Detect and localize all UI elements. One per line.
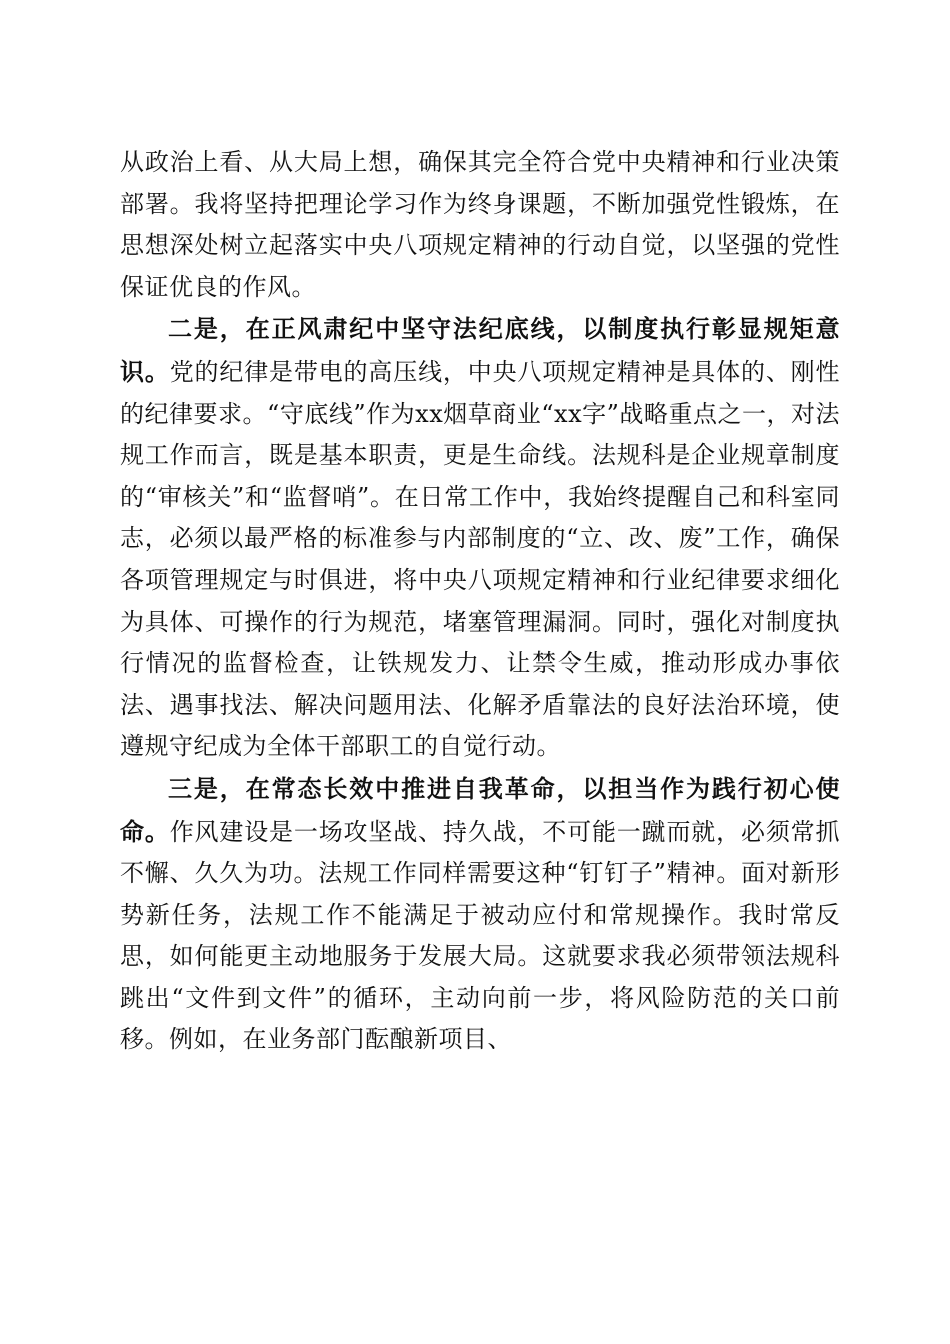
paragraph-2-lead: 二是，在正风肃纪中坚守法纪底线，以制度执行彰显规矩意识。 [120,314,840,386]
paragraph-3-text: 作风建设是一场攻坚战、持久战，不可能一蹴而就，必须常抓不懈、久久为功。法规工作同样需要这种“钉钉子”精神。面对新形势新任务，法规工作不能满足于被动应付和常规操作。我时常反思，如何能更主动地服务于发展大局。这就要求我必须带领法规科跳出“文件到文件”的循环，主动向前一步，将风险防范的关口前移。例如，在业务部门酝酿新项目、 [120,817,841,1054]
paragraph-3 [120,768,840,1061]
paragraph-2 [120,308,840,768]
document-body [120,142,840,1061]
paragraph-3-lead: 三是，在常态长效中推进自我革命，以担当作为践行初心使命。 [120,773,840,846]
paragraph-1-text: 从政治上看、从大局上想，确保其完全符合党中央精神和行业决策部署。我将坚持把理论学习作为终身课题，不断加强党性锻炼，在思想深处树立起落实中央八项规定精神的行动自觉，以坚强的党性保证优良的作风。 [120,148,840,301]
paragraph-2-text: 党的纪律是带电的高压线，中央八项规定精神是具体的、刚性的纪律要求。“守底线”作为xx烟草商业“xx字”战略重点之一，对法规工作而言，既是基本职责，更是生命线。法规科是企业规章制度的“审核关”和“监督哨”。在日常工作中，我始终提醒自己和科室同志，必须以最严格的标准参与内部制度的“立、改、废”工作，确保各项管理规定与时俱进，将中央八项规定精神和行业纪律要求细化为具体、可操作的行为规范，堵塞管理漏洞。同时，强化对制度执行情况的监督检查，让铁规发力、让禁令生威，推动形成办事依法、遇事找法、解决问题用法、化解矛盾靠法的良好法治环境，使遵规守纪成为全体干部职工的自觉行动。 [120,357,841,761]
paragraph-1 [120,142,840,308]
